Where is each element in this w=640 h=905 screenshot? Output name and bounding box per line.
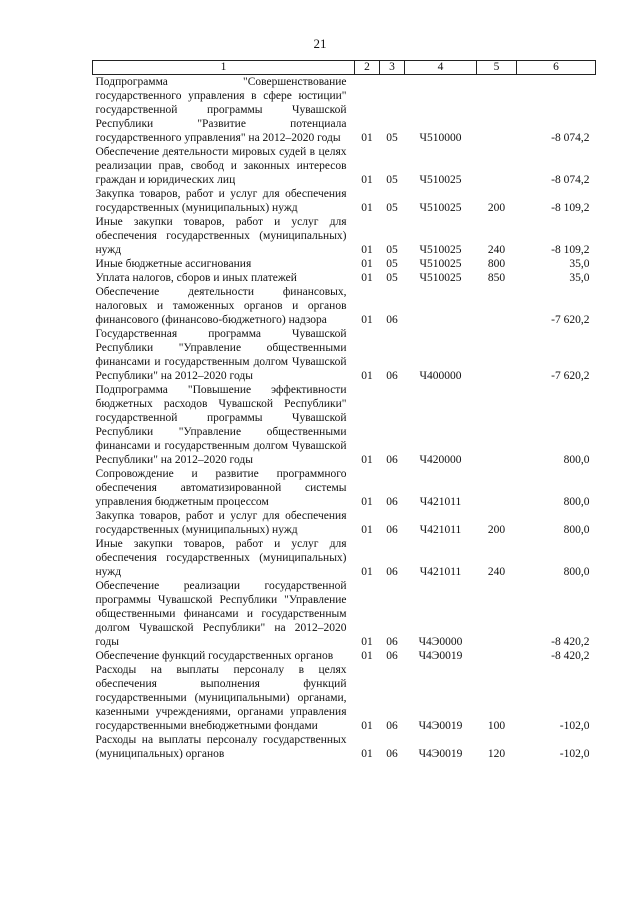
row-section: 01 (361, 496, 373, 508)
row-section: 01 (361, 202, 373, 214)
row-expense-type: 100 (487, 720, 506, 732)
row-section: 01 (361, 748, 373, 760)
row-expense-type (477, 327, 517, 383)
row-expense-type: 120 (487, 748, 506, 760)
row-expense-type (477, 579, 517, 649)
row-target-article: Ч421011 (419, 566, 462, 578)
row-expense-type: 850 (487, 272, 506, 284)
row-expense-type (477, 383, 517, 467)
header-col-4: 4 (405, 61, 477, 75)
table-row (93, 285, 596, 327)
row-target-article: Ч421011 (419, 496, 462, 508)
row-name: Подпрограмма "Совершенствование государственного управления в сфере юстиции" государственной программы Чувашской Республики "Развитие потенциала государственного управления" на 2012–2020 годы (95, 76, 347, 144)
row-amount: -7 620,2 (551, 370, 590, 382)
row-subsection: 06 (386, 370, 398, 382)
row-subsection: 06 (386, 314, 398, 326)
row-target-article (405, 285, 477, 327)
header-col-1: 1 (93, 61, 355, 75)
row-amount: 35,0 (569, 272, 590, 284)
row-name: Иные закупки товаров, работ и услуг для обеспечения государственных (муниципальных) нужд (95, 216, 347, 256)
row-expense-type: 200 (487, 202, 506, 214)
header-col-6: 6 (517, 61, 596, 75)
header-col-2: 2 (355, 61, 380, 75)
row-amount: -8 109,2 (551, 202, 590, 214)
row-amount: -8 420,2 (551, 636, 590, 648)
row-amount: 800,0 (563, 524, 590, 536)
row-target-article: Ч4Э0019 (418, 720, 463, 732)
table-row (93, 733, 596, 761)
row-subsection: 06 (386, 566, 398, 578)
row-section: 01 (361, 636, 373, 648)
table-row (93, 327, 596, 383)
row-subsection: 05 (386, 174, 398, 186)
row-target-article: Ч400000 (419, 370, 462, 382)
row-target-article: Ч4Э0000 (418, 636, 463, 648)
row-name: Расходы на выплаты персоналу в целях обеспечения выполнения функций государственными (муниципальными) органами, казенными учреждениями, органами управления государственными внебюджетными фондами (95, 664, 347, 732)
row-name: Уплата налогов, сборов и иных платежей (95, 272, 297, 284)
table-row (93, 75, 596, 146)
row-target-article: Ч4Э0019 (418, 650, 463, 662)
row-expense-type: 800 (487, 258, 506, 270)
row-target-article: Ч510025 (419, 174, 462, 186)
row-subsection: 06 (386, 748, 398, 760)
row-amount: -102,0 (559, 720, 590, 732)
row-subsection: 06 (386, 454, 398, 466)
row-name: Обеспечение реализации государственной программы Чувашской Республики "Управление общественными финансами и государственным долгом Чувашской Республики" на 2012–2020 годы (95, 580, 347, 648)
row-section: 01 (361, 650, 373, 662)
row-section: 01 (361, 370, 373, 382)
row-name: Обеспечение деятельности мировых судей в целях реализации прав, свобод и законных интересов граждан и юридических лиц (95, 146, 347, 186)
row-amount: -7 620,2 (551, 314, 590, 326)
row-section: 01 (361, 524, 373, 536)
table-row (93, 215, 596, 257)
table-row (93, 649, 596, 663)
row-amount: 35,0 (569, 258, 590, 270)
row-section: 01 (361, 314, 373, 326)
table-row (93, 509, 596, 537)
row-section: 01 (361, 258, 373, 270)
row-section: 01 (361, 720, 373, 732)
row-subsection: 06 (386, 720, 398, 732)
row-target-article: Ч510025 (419, 258, 462, 270)
row-subsection: 05 (386, 258, 398, 270)
row-name: Обеспечение функций государственных органов (95, 650, 334, 662)
row-section: 01 (361, 454, 373, 466)
row-expense-type: 200 (487, 524, 506, 536)
row-subsection: 05 (386, 272, 398, 284)
row-amount: -8 074,2 (551, 132, 590, 144)
row-name: Сопровождение и развитие программного обеспечения автоматизированной системы управления бюджетным процессом (95, 468, 347, 508)
row-subsection: 05 (386, 132, 398, 144)
table-row (93, 579, 596, 649)
row-amount: -8 109,2 (551, 244, 590, 256)
row-target-article: Ч510000 (419, 132, 462, 144)
page-number: 21 (313, 36, 327, 51)
row-target-article: Ч510025 (419, 202, 462, 214)
row-name: Закупка товаров, работ и услуг для обеспечения государственных (муниципальных) нужд (95, 188, 347, 214)
row-amount: 800,0 (563, 496, 590, 508)
row-expense-type: 240 (487, 566, 506, 578)
row-section: 01 (361, 132, 373, 144)
row-amount: 800,0 (563, 454, 590, 466)
row-subsection: 05 (386, 202, 398, 214)
row-expense-type (477, 467, 517, 509)
row-expense-type (477, 649, 517, 663)
row-name: Иные закупки товаров, работ и услуг для обеспечения государственных (муниципальных) нужд (95, 538, 347, 578)
row-section: 01 (361, 272, 373, 284)
row-section: 01 (361, 566, 373, 578)
row-name: Государственная программа Чувашской Республики "Управление общественными финансами и государственным долгом Чувашской Республики" на 2012–2020 годы (95, 328, 347, 382)
row-name: Закупка товаров, работ и услуг для обеспечения государственных (муниципальных) нужд (95, 510, 347, 536)
table-row (93, 187, 596, 215)
row-amount: 800,0 (563, 566, 590, 578)
table-row (93, 271, 596, 285)
header-col-5: 5 (477, 61, 517, 75)
row-name: Подпрограмма "Повышение эффективности бюджетных расходов Чувашской Республики" государственной программы Чувашской Республики "Управление общественными финансами и государственным долгом Чувашской Республики" на 2012–2020 годы (95, 384, 347, 466)
row-subsection: 06 (386, 650, 398, 662)
table-row (93, 537, 596, 579)
row-expense-type (477, 75, 517, 146)
row-name: Расходы на выплаты персоналу государственных (муниципальных) органов (95, 734, 347, 760)
row-expense-type (477, 285, 517, 327)
row-subsection: 06 (386, 496, 398, 508)
header-col-3: 3 (380, 61, 405, 75)
table-row (93, 145, 596, 187)
header-row (93, 61, 596, 75)
row-section: 01 (361, 174, 373, 186)
row-expense-type: 240 (487, 244, 506, 256)
row-subsection: 06 (386, 636, 398, 648)
row-target-article: Ч421011 (419, 524, 462, 536)
row-target-article: Ч420000 (419, 454, 462, 466)
row-target-article: Ч510025 (419, 244, 462, 256)
row-subsection: 06 (386, 524, 398, 536)
row-name: Обеспечение деятельности финансовых, налоговых и таможенных органов и органов финансового (финансово-бюджетного) надзора (95, 286, 347, 326)
row-amount: -102,0 (559, 748, 590, 760)
row-section: 01 (361, 244, 373, 256)
table-row (93, 257, 596, 271)
table-row (93, 467, 596, 509)
row-subsection: 05 (386, 244, 398, 256)
row-amount: -8 420,2 (551, 650, 590, 662)
row-expense-type (477, 145, 517, 187)
row-target-article: Ч510025 (419, 272, 462, 284)
budget-table (92, 60, 596, 761)
row-target-article: Ч4Э0019 (418, 748, 463, 760)
table-row (93, 383, 596, 467)
row-name: Иные бюджетные ассигнования (95, 258, 252, 270)
table-row (93, 663, 596, 733)
row-amount: -8 074,2 (551, 174, 590, 186)
